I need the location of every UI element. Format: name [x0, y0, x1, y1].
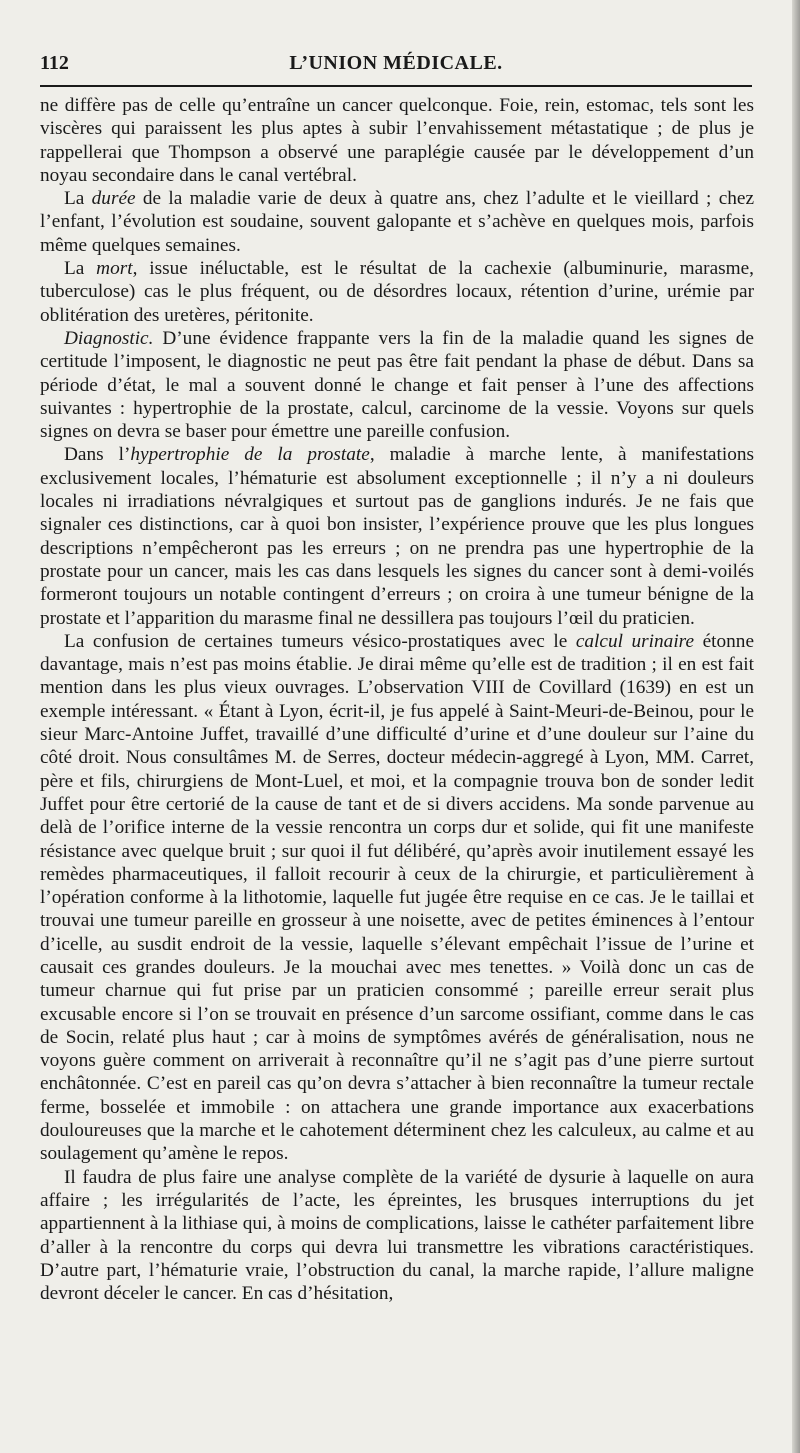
paragraph	[40, 1166, 754, 1306]
italic-text: durée	[91, 188, 136, 210]
italic-text: Diagnostic.	[64, 327, 154, 349]
italic-text: hypertrophie de la prostate	[130, 444, 370, 466]
journal-title: L’UNION MÉDICALE.	[289, 52, 503, 74]
paragraph	[40, 443, 754, 629]
paragraph-text: La	[64, 258, 97, 280]
paragraph-text: La confusion de certaines tumeurs vésico-prostatiques avec le	[64, 630, 576, 652]
paragraph	[40, 187, 754, 257]
paragraph-text: Dans l’	[64, 444, 131, 466]
paragraph-text: ne diffère pas de celle qu’entraîne un cancer quelconque. Foie, rein, estomac, tels sont les viscères qui paraissent les plus aptes à subir l’envahissement métastatique ; de plus je rappellerai que Thompson a observé une paraplégie causée par le développement d’un noyau secondaire dans le canal vertébral.	[40, 95, 754, 186]
paragraph-text: , maladie à marche lente, à manifestations exclusivement locales, l’hématurie est absolument exceptionnelle ; il n’y a ni douleurs locales ni irradiations névralgiques et surtout pas de ganglions indurés. Je ne fais que signaler ces distinctions, car à quoi bon insister, l’expérience prouve que les plus longues descriptions n’empêcheront pas les erreurs ; on ne prendra pas une hypertrophie de la prostate pour un cancer, mais les cas dans lesquels les signes du cancer sont à demi-voilés formeront toujours un notable contingent d’erreurs ; on croira à une tumeur bénigne de la prostate et l’apparition du marasme final ne dessillera pas toujours l’œil du praticien.	[40, 444, 754, 629]
paragraph	[40, 327, 754, 443]
italic-text: calcul urinaire	[575, 630, 695, 652]
italic-text: mort	[96, 258, 133, 280]
page-number: 112	[40, 52, 69, 74]
paragraph-text: , issue inéluctable, est le résultat de la cachexie (albuminurie, marasme, tuberculose) cas le plus fréquent, ou de désordres locaux, rétention d’urine, urémie par oblitération des uretères, péritonite.	[40, 258, 755, 326]
paragraph	[40, 630, 754, 1166]
page-edge-shadow	[792, 0, 800, 1453]
paragraph-text: La	[64, 188, 92, 210]
header-rule	[40, 85, 752, 87]
paragraph-text: de la maladie varie de deux à quatre ans, chez l’adulte et le vieillard ; chez l’enfant, l’évolution est soudaine, souvent galopante et s’achève en quelques mois, parfois même quelques semaines.	[40, 188, 755, 256]
paragraph	[40, 257, 754, 327]
paragraph-text: Il faudra de plus faire une analyse complète de la variété de dysurie à laquelle on aura affaire ; les irrégularités de l’acte, les épreintes, les brusques interruptions du jet appartiennent à la lithiase qui, à moins de complications, laisse le cathéter parfaitement libre d’aller à la rencontre du corps qui devra lui transmettre les vibrations caractéristiques. D’autre part, l’hématurie vraie, l’obstruction du canal, la marche rapide, l’allure maligne devront déceler le cancer. En cas d’hésitation,	[40, 1166, 754, 1305]
paragraph	[40, 94, 754, 187]
paragraph-text: D’une évidence frappante vers la fin de la maladie quand les signes de certitude l’imposent, le diagnostic ne peut pas être fait pendant la phase de début. Dans sa période d’état, le mal a souvent donné le change et fait penser à l’une des affections suivantes : hypertrophie de la prostate, calcul, carcinome de la vessie. Voyons sur quels signes on devra se baser pour émettre une pareille confusion.	[40, 327, 754, 443]
article-body	[40, 94, 754, 1305]
paragraph-text: étonne davantage, mais n’est pas moins établie. Je dirai même qu’elle est de tradition ; il en est fait mention dans les plus vieux ouvrages. L’observation VIII de Covillard (1639) en est un exemple intéressant. « Étant à Lyon, écrit-il, je fus appelé à Saint-Meuri-de-Beinou, pour le sieur Marc-Antoine Juffet, travaillé d’une difficulté d’urine et d’une douleur sur l’aine du côté droit. Nous consultâmes M. de Serres, docteur médecin-aggregé à Lyon, MM. Carret, père et fils, chirurgiens de Mont-Luel, et moi, et la compagnie trouva bon de sonder ledit Juffet pour être certorié de la cause de tant et de si divers accidens. Ma sonde parvenue au delà de l’orifice interne de la vessie rencontra un corps dur et solide, qui fit une manifeste résistance avec quelque bruit ; sur quoi il fut délibéré, qu’après avoir inutilement essayé les remèdes pharmaceutiques, il falloit recourir à ceux de la chirurgie, et particulièrement à l’opération conforme à la lithotomie, laquelle fut jugée être requise en ce cas. Je le taillai et trouvai une tumeur pareille en grosseur à une noisette, avec de petites éminences à l’entour d’icelle, au susdit endroit de la vessie, laquelle s’élevant empêchait l’issue de l’urine et causait ces grandes douleurs. Je la mouchai avec mes tenettes. » Voilà donc un cas de tumeur charnue qui fut prise par un praticien consommé ; pareille erreur serait plus excusable encore si l’on se trouvait en présence d’un sarcome ossifiant, comme dans le cas de Socin, relaté plus haut ; car à moins de symptômes avérés de généralisation, nous ne voyons guère comment on arriverait à reconnaître qu’il ne s’agit pas d’une pierre surtout enchâtonnée. C’est en pareil cas qu’on devra s’attacher à bien reconnaître la tumeur rectale ferme, bosselée et immobile : on attachera une grande importance aux exacerbations douloureuses que la marche et le cahotement déterminent chez les calculeux, au calme et au soulagement qu’amène le repos.	[40, 630, 754, 1165]
running-header	[40, 52, 752, 82]
